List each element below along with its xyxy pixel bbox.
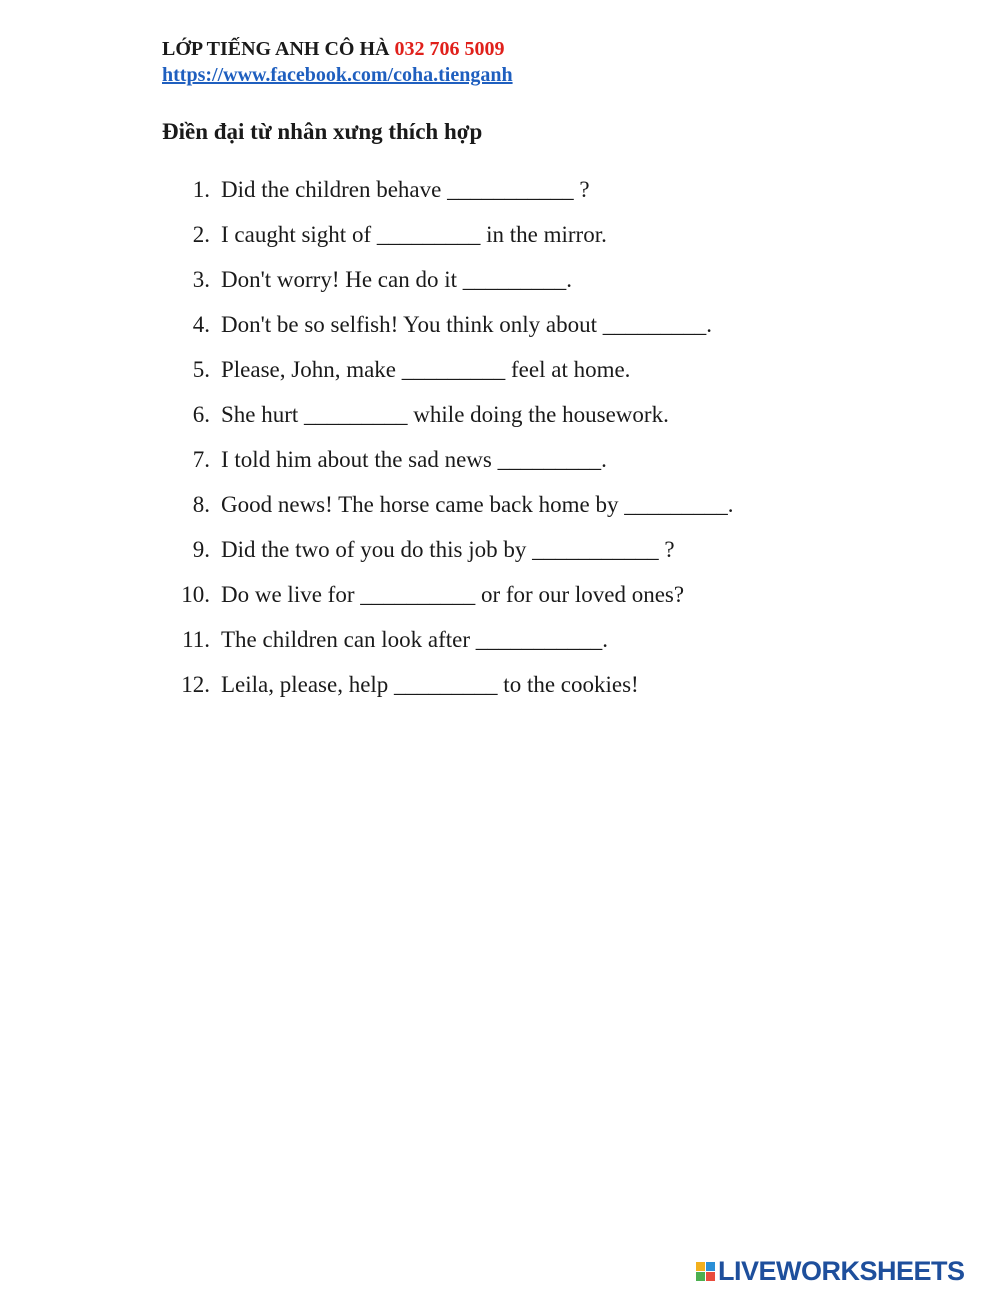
logo-text: LIVEWORKSHEETS xyxy=(718,1256,965,1286)
question-item xyxy=(160,354,733,399)
phone-number: 032 706 5009 xyxy=(394,38,505,60)
question-text: She hurt _________ while doing the housework. xyxy=(221,402,669,427)
question-item xyxy=(160,579,733,624)
question-number: 5. xyxy=(192,357,210,382)
worksheet-header xyxy=(162,36,513,88)
question-text: Good news! The horse came back home by _________. xyxy=(221,492,734,517)
question-text: Leila, please, help _________ to the cookies! xyxy=(221,672,639,697)
question-item xyxy=(160,219,733,264)
question-number: 7. xyxy=(192,447,210,472)
question-number: 8. xyxy=(192,492,210,517)
question-text: The children can look after ___________. xyxy=(221,627,609,652)
question-list xyxy=(160,174,733,714)
question-number: 10. xyxy=(181,582,210,607)
header-title-line xyxy=(162,36,513,62)
question-item xyxy=(160,624,733,669)
question-number: 12. xyxy=(181,672,210,697)
question-text: Please, John, make _________ feel at home. xyxy=(221,357,631,382)
question-number: 2. xyxy=(192,222,210,247)
question-item xyxy=(160,264,733,309)
question-number: 1. xyxy=(192,177,210,202)
question-item xyxy=(160,444,733,489)
question-number: 9. xyxy=(192,537,210,562)
question-item xyxy=(160,534,733,579)
question-number: 6. xyxy=(192,402,210,427)
liveworksheets-logo xyxy=(696,1256,965,1286)
class-name: LỚP TIẾNG ANH CÔ HÀ xyxy=(162,38,390,60)
question-item xyxy=(160,669,733,714)
question-text: Did the two of you do this job by ___________ ? xyxy=(221,537,675,562)
liveworksheets-logo-icon xyxy=(696,1262,715,1281)
instruction-title: Điền đại từ nhân xưng thích hợp xyxy=(162,119,483,144)
question-item xyxy=(160,309,733,354)
question-number: 4. xyxy=(192,312,210,337)
question-number: 3. xyxy=(192,267,210,292)
question-text: I caught sight of _________ in the mirror. xyxy=(221,222,607,247)
question-item xyxy=(160,399,733,444)
question-text: Do we live for __________ or for our loved ones? xyxy=(221,582,685,607)
question-text: Don't worry! He can do it _________. xyxy=(221,267,572,292)
question-item xyxy=(160,174,733,219)
facebook-link[interactable]: https://www.facebook.com/coha.tienganh xyxy=(162,64,513,86)
question-text: Don't be so selfish! You think only about _________. xyxy=(221,312,712,337)
question-text: I told him about the sad news _________. xyxy=(221,447,607,472)
question-number: 11. xyxy=(182,627,210,652)
question-item xyxy=(160,489,733,534)
question-text: Did the children behave ___________ ? xyxy=(221,177,590,202)
